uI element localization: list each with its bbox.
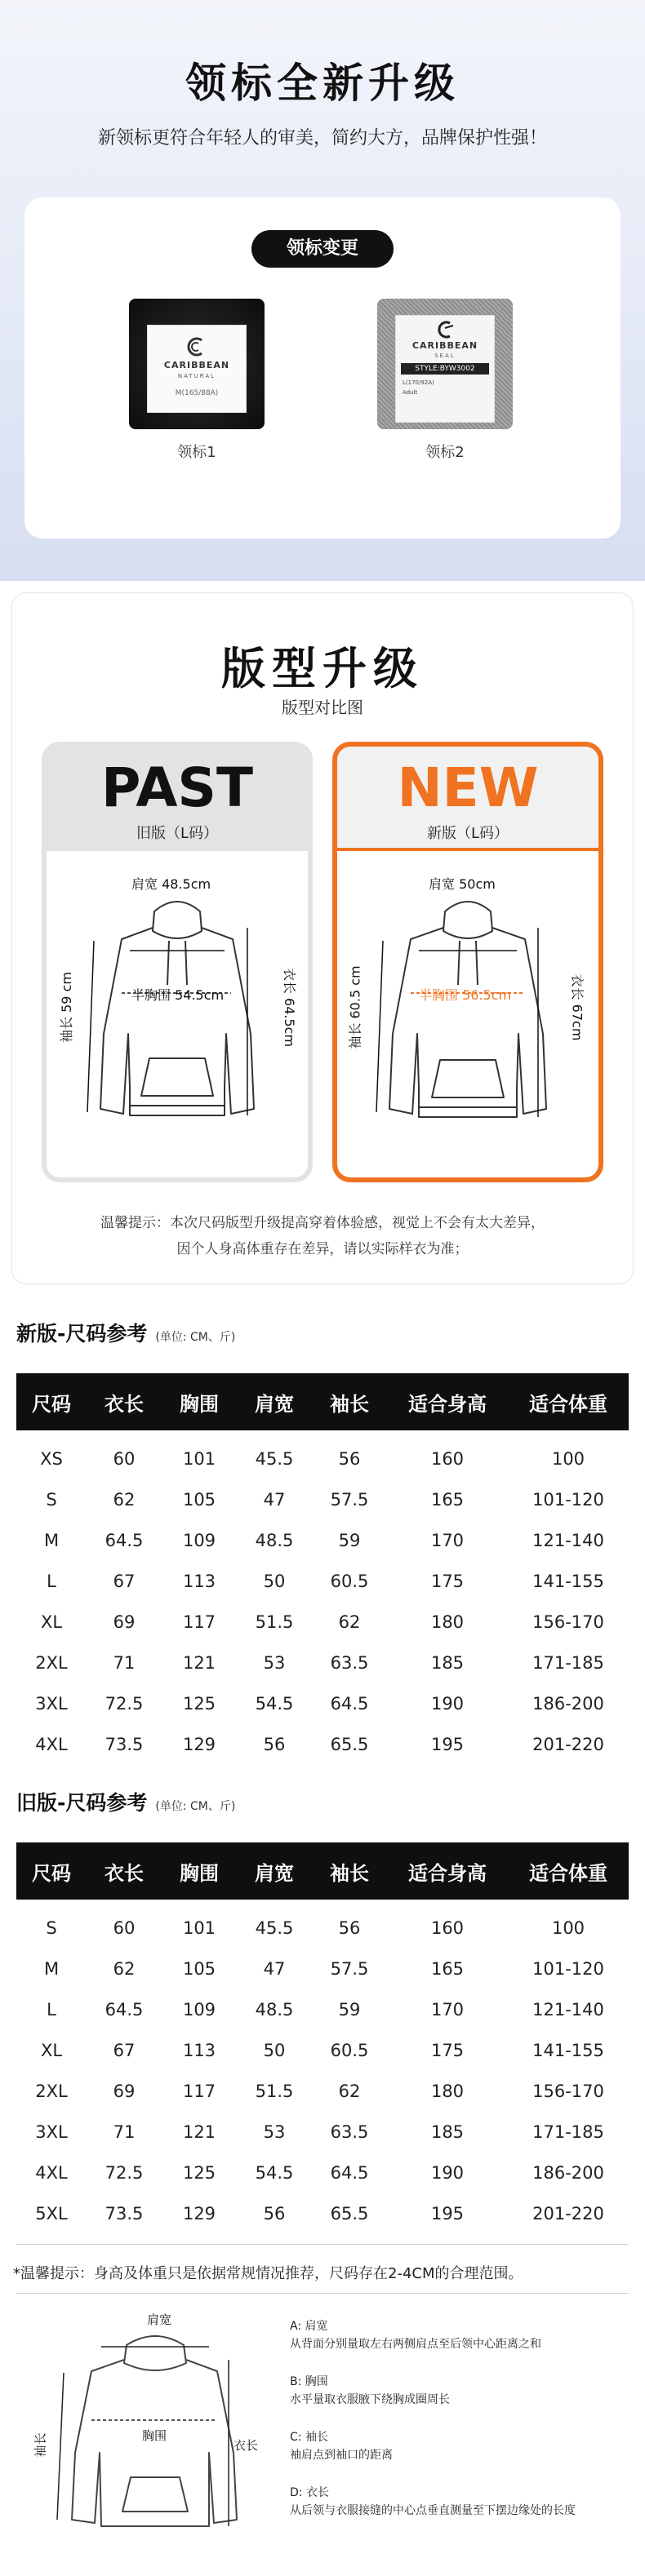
table-cell: 180	[430, 2082, 465, 2101]
table-row	[16, 2153, 629, 2193]
fit-note-line1: 温馨提示：本次尺码版型升级提高穿着体验感，视觉上不会有太大差异，	[100, 1215, 545, 1231]
label1-tag	[147, 325, 247, 413]
new-length-measure: 衣长 67cm	[569, 973, 585, 1041]
label2-tag	[395, 315, 495, 423]
label2-brand-sub: SEAL	[434, 352, 456, 359]
table-cell: 156-170	[532, 2082, 604, 2101]
hoodie-outline-icon	[370, 895, 566, 1140]
table-cell: 62	[338, 1612, 361, 1632]
table-cell: 59	[338, 1531, 361, 1550]
table-cell: 113	[182, 1572, 216, 1591]
header-cell: 肩宽	[255, 1392, 294, 1416]
table-cell: 185	[430, 1653, 465, 1673]
table-cell: 48.5	[255, 1531, 294, 1550]
table-cell: 175	[430, 2041, 465, 2060]
table-cell: 65.5	[330, 2204, 369, 2224]
table-cell: 3XL	[35, 2122, 68, 2142]
header-cell: 尺码	[32, 1861, 71, 1885]
new-table-title	[16, 1318, 235, 1347]
guide-shoulder-label: 肩宽	[147, 2312, 172, 2327]
new-sleeve-measure: 袖长 60.5 cm	[347, 965, 363, 1049]
header-cell: 衣长	[105, 1392, 144, 1416]
table-header	[16, 1373, 629, 1430]
past-shoulder-measure: 肩宽 48.5cm	[131, 876, 211, 892]
table-cell: 121-140	[532, 1531, 604, 1550]
table-cell: 129	[182, 2204, 216, 2224]
table-cell: 121-140	[532, 2000, 604, 2020]
label2-caption: 领标2	[425, 444, 465, 461]
label1-caption: 领标1	[177, 444, 216, 461]
table-cell: 51.5	[255, 2082, 294, 2101]
label2-style: STYLE:BYW3002	[401, 363, 489, 375]
table-cell: 73.5	[105, 1735, 144, 1754]
table-cell: 2XL	[35, 2082, 68, 2101]
measure-guide-diagram	[33, 2306, 269, 2551]
table-cell: 101-120	[532, 1490, 604, 1510]
table-cell: 100	[551, 1449, 585, 1469]
legend-chest	[290, 2373, 450, 2409]
table-cell: 121	[182, 1653, 216, 1673]
fit-section-title: 版型升级	[221, 643, 424, 694]
table-cell: 64.5	[330, 1694, 369, 1714]
table-cell: 50	[263, 2041, 286, 2060]
label2-photo	[377, 299, 513, 429]
header-cell: 适合体重	[529, 1392, 607, 1416]
new-table-heading: 新版-尺码参考	[16, 1322, 148, 1346]
table-cell: 101	[182, 1449, 216, 1469]
old-table-title	[16, 1787, 235, 1816]
table-cell: 51.5	[255, 1612, 294, 1632]
old-table-unit: (单位: CM、斤)	[155, 1800, 236, 1813]
label-section-subtitle: 新领标更符合年轻人的审美，简约大方，品牌保护性强！	[97, 128, 547, 149]
fit-note-line2: 因个人身高体重存在差异，请以实际样衣为准；	[176, 1241, 469, 1257]
legend-title: C: 袖长	[290, 2431, 328, 2444]
table-row	[16, 1561, 629, 1602]
table-cell: 117	[182, 1612, 216, 1632]
table-cell: 56	[263, 2204, 286, 2224]
past-fit-label: 旧版（L码）	[136, 825, 219, 842]
legend-title: B: 胸围	[290, 2375, 328, 2388]
table-cell: 171-185	[532, 1653, 604, 1673]
guide-chest-label: 胸围	[142, 2428, 167, 2443]
table-cell: 47	[263, 1490, 286, 1510]
table-cell: XS	[40, 1449, 63, 1469]
legend-sleeve	[290, 2428, 393, 2464]
table-row	[16, 1949, 629, 1989]
table-cell: 45.5	[255, 1918, 294, 1938]
past-chest-measure: 半胸围 54.5cm	[131, 987, 225, 1003]
fit-upgrade-section	[11, 592, 634, 1284]
legend-desc: 从背面分别量取左右两侧肩点至后领中心距离之和	[290, 2338, 541, 2351]
table-cell: 186-200	[532, 1694, 604, 1714]
legend-desc: 水平量取衣服腋下绕胸成圈周长	[290, 2393, 450, 2406]
header-cell: 适合体重	[529, 1861, 607, 1885]
new-fit-card	[332, 742, 603, 1182]
table-cell: 64.5	[105, 2000, 144, 2020]
old-table-heading: 旧版-尺码参考	[16, 1791, 148, 1815]
header-cell: 尺码	[32, 1392, 71, 1416]
table-cell: 3XL	[35, 1694, 68, 1714]
table-cell: 170	[430, 2000, 465, 2020]
table-row	[16, 1908, 629, 1949]
table-cell: 165	[430, 1959, 465, 1979]
table-cell: 54.5	[255, 1694, 294, 1714]
label-upgrade-section	[0, 0, 645, 581]
legend-shoulder	[290, 2317, 541, 2353]
table-cell: 105	[182, 1959, 216, 1979]
table-cell: 57.5	[330, 1959, 369, 1979]
table-row	[16, 1683, 629, 1724]
table-row	[16, 1989, 629, 2030]
table-cell: 69	[113, 1612, 136, 1632]
table-row	[16, 2193, 629, 2234]
table-cell: 57.5	[330, 1490, 369, 1510]
header-cell: 胸围	[180, 1861, 219, 1885]
header-cell: 适合身高	[408, 1392, 487, 1416]
table-row	[16, 1520, 629, 1561]
label2-note: Adult	[403, 389, 418, 396]
table-cell: 54.5	[255, 2163, 294, 2183]
label-compare-card	[24, 197, 621, 539]
table-cell: 201-220	[532, 2204, 604, 2224]
table-cell: S	[46, 1490, 57, 1510]
label2-size: L(170/92A)	[403, 379, 434, 386]
table-cell: 47	[263, 1959, 286, 1979]
table-cell: 117	[182, 2082, 216, 2101]
past-length-measure: 衣长 64.5cm	[282, 967, 298, 1048]
legend-desc: 从后领与衣服接缝的中心点垂直测量至下摆边缘处的长度	[290, 2504, 576, 2517]
table-cell: 186-200	[532, 2163, 604, 2183]
table-cell: 180	[430, 1612, 465, 1632]
new-table-unit: (单位: CM、斤)	[155, 1331, 236, 1344]
past-sleeve-measure: 袖长 59 cm	[58, 972, 74, 1043]
table-cell: 109	[182, 2000, 216, 2020]
guide-sleeve-label: 袖长	[33, 2432, 48, 2458]
table-cell: 165	[430, 1490, 465, 1510]
new-fit-diagram	[337, 851, 598, 1177]
table-cell: 60.5	[330, 2041, 369, 2060]
label1-size: M(165/88A)	[175, 389, 219, 397]
table-cell: 141-155	[532, 1572, 604, 1591]
table-cell: 53	[263, 2122, 286, 2142]
table-cell: 62	[113, 1959, 136, 1979]
new-size-table	[16, 1373, 629, 1765]
table-row	[16, 2071, 629, 2112]
hoodie-outline-icon	[79, 895, 275, 1140]
table-cell: 171-185	[532, 2122, 604, 2142]
table-cell: L	[47, 2000, 56, 2020]
table-cell: 71	[113, 1653, 136, 1673]
past-fit-card	[42, 742, 313, 1182]
table-cell: XL	[40, 1612, 63, 1632]
new-fit-heading: NEW	[397, 756, 539, 819]
table-cell: 63.5	[330, 2122, 369, 2142]
table-cell: 53	[263, 1653, 286, 1673]
table-row	[16, 1643, 629, 1683]
table-cell: 100	[551, 1918, 585, 1938]
table-cell: 141-155	[532, 2041, 604, 2060]
table-cell: 50	[263, 1572, 286, 1591]
legend-title: A: 肩宽	[290, 2320, 328, 2333]
divider	[16, 2293, 629, 2294]
size-tip: *温馨提示：身高及体重只是依据常规情况推荐，尺码存在2-4CM的合理范围。	[13, 2265, 523, 2282]
new-shoulder-measure: 肩宽 50cm	[429, 876, 496, 892]
table-cell: 63.5	[330, 1653, 369, 1673]
table-cell: M	[43, 1959, 60, 1979]
table-cell: 73.5	[105, 2204, 144, 2224]
table-cell: 125	[182, 2163, 216, 2183]
table-cell: 67	[113, 2041, 136, 2060]
guide-length-label: 衣长	[234, 2438, 259, 2453]
table-row	[16, 1479, 629, 1520]
table-cell: 4XL	[35, 2163, 68, 2183]
table-cell: 109	[182, 1531, 216, 1550]
divider	[16, 2244, 629, 2245]
table-cell: 5XL	[35, 2204, 68, 2224]
header-cell: 肩宽	[255, 1861, 294, 1885]
table-cell: 59	[338, 2000, 361, 2020]
header-cell: 衣长	[105, 1861, 144, 1885]
fit-note	[12, 1210, 633, 1262]
header-cell: 袖长	[330, 1861, 369, 1885]
brand-logo-icon	[435, 321, 456, 339]
table-cell: 62	[113, 1490, 136, 1510]
table-cell: 65.5	[330, 1735, 369, 1754]
table-header	[16, 1842, 629, 1900]
table-cell: 56	[263, 1735, 286, 1754]
label1-brand-sub: NATURAL	[177, 373, 216, 379]
table-cell: S	[46, 1918, 57, 1938]
table-cell: 62	[338, 2082, 361, 2101]
table-cell: 60.5	[330, 1572, 369, 1591]
table-cell: 56	[338, 1918, 361, 1938]
legend-title: D: 衣长	[290, 2486, 329, 2499]
table-cell: 60	[113, 1449, 136, 1469]
table-cell: 195	[430, 1735, 465, 1754]
past-fit-heading: PAST	[101, 756, 253, 819]
table-cell: 129	[182, 1735, 216, 1754]
table-cell: 69	[113, 2082, 136, 2101]
table-cell: 195	[430, 2204, 465, 2224]
table-row	[16, 2030, 629, 2071]
past-fit-header	[47, 747, 308, 848]
old-size-table	[16, 1842, 629, 2234]
brand-logo-icon	[187, 337, 208, 357]
table-cell: 60	[113, 1918, 136, 1938]
new-chest-measure: 半胸围 56.5cm	[419, 987, 512, 1003]
label1-photo	[129, 299, 265, 429]
table-cell: 56	[338, 1449, 361, 1469]
table-cell: 4XL	[35, 1735, 68, 1754]
fit-section-subtitle: 版型对比图	[282, 698, 363, 717]
table-cell: 160	[430, 1918, 465, 1938]
table-cell: 72.5	[105, 2163, 144, 2183]
past-fit-diagram	[47, 851, 308, 1177]
table-cell: 125	[182, 1694, 216, 1714]
table-cell: 170	[430, 1531, 465, 1550]
header-cell: 胸围	[180, 1392, 219, 1416]
table-cell: 121	[182, 2122, 216, 2142]
table-row	[16, 1724, 629, 1765]
table-cell: XL	[40, 2041, 63, 2060]
table-cell: 201-220	[532, 1735, 604, 1754]
table-cell: 113	[182, 2041, 216, 2060]
table-cell: L	[47, 1572, 56, 1591]
legend-desc: 袖肩点到袖口的距离	[290, 2449, 393, 2462]
legend-length	[290, 2484, 576, 2520]
new-fit-header	[337, 747, 598, 848]
label1-brand: CARIBBEAN	[163, 360, 230, 370]
label-section-title: 领标全新升级	[185, 60, 460, 107]
table-row	[16, 1439, 629, 1479]
header-cell: 袖长	[330, 1392, 369, 1416]
table-cell: 71	[113, 2122, 136, 2142]
table-cell: 64.5	[330, 2163, 369, 2183]
table-cell: 64.5	[105, 1531, 144, 1550]
label2-brand: CARIBBEAN	[411, 340, 478, 351]
table-cell: 190	[430, 2163, 465, 2183]
table-cell: 67	[113, 1572, 136, 1591]
table-cell: 190	[430, 1694, 465, 1714]
table-cell: 101-120	[532, 1959, 604, 1979]
table-cell: 185	[430, 2122, 465, 2142]
table-row	[16, 1602, 629, 1643]
table-cell: 48.5	[255, 2000, 294, 2020]
table-cell: 101	[182, 1918, 216, 1938]
label-change-badge: 领标变更	[251, 230, 394, 268]
table-cell: 45.5	[255, 1449, 294, 1469]
table-cell: 105	[182, 1490, 216, 1510]
new-fit-label: 新版（L码）	[426, 825, 509, 842]
table-cell: 156-170	[532, 1612, 604, 1632]
header-cell: 适合身高	[408, 1861, 487, 1885]
table-cell: 72.5	[105, 1694, 144, 1714]
table-cell: 2XL	[35, 1653, 68, 1673]
table-cell: 160	[430, 1449, 465, 1469]
table-row	[16, 2112, 629, 2153]
table-cell: 175	[430, 1572, 465, 1591]
table-cell: M	[43, 1531, 60, 1550]
